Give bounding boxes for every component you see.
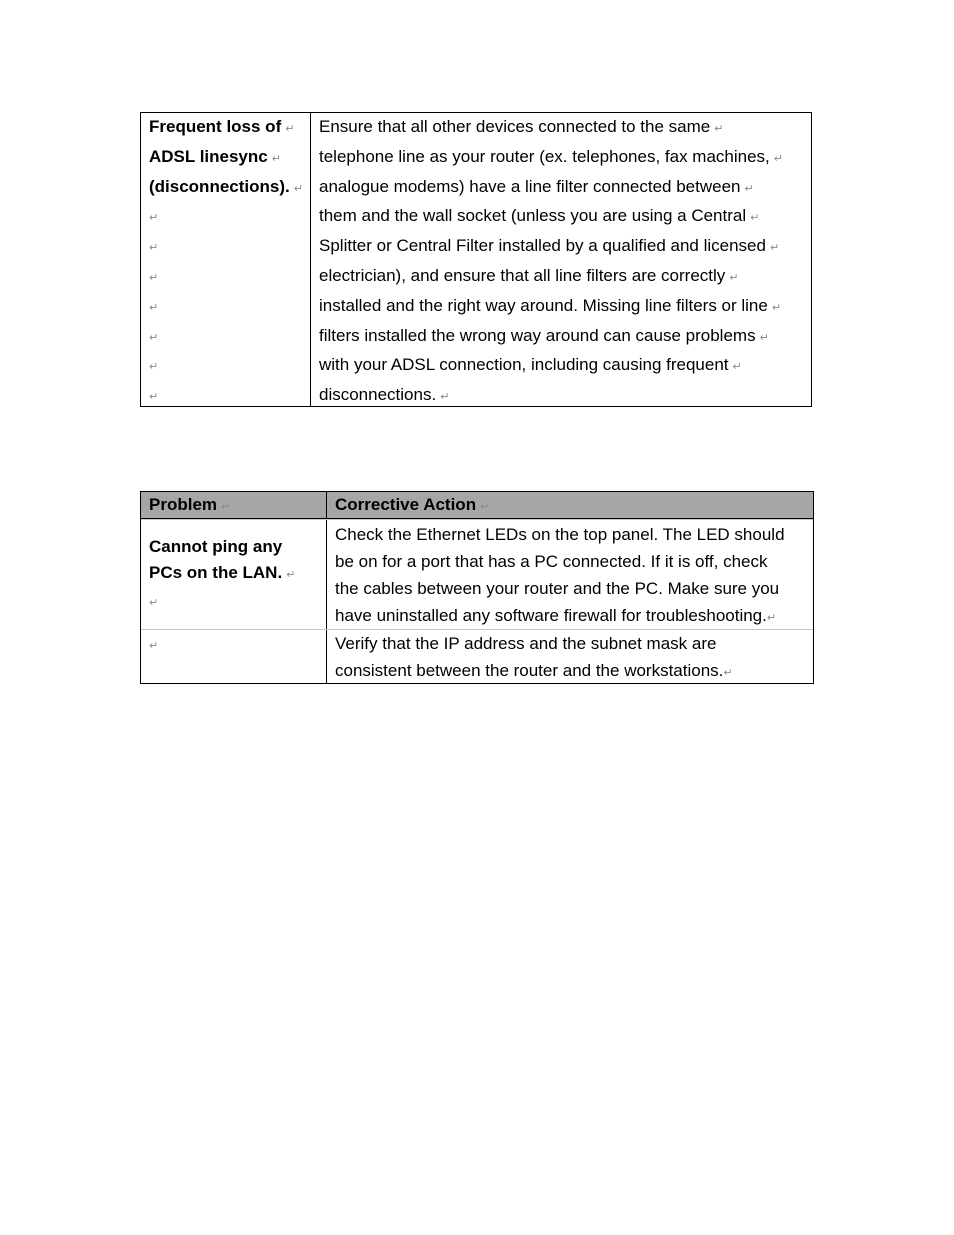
return-mark-icon: ↵ xyxy=(766,612,777,624)
action-line: filters installed the wrong way around can cause problems ↵ xyxy=(319,325,769,345)
return-mark-icon: ↵ xyxy=(771,301,782,314)
table-row xyxy=(141,629,813,683)
action-line: them and the wall socket (unless you are using a Central ↵ xyxy=(319,206,760,226)
action-cell xyxy=(327,630,813,683)
return-mark-icon: ↵ xyxy=(286,569,296,581)
problem-cell xyxy=(141,630,327,683)
action-line: Splitter or Central Filter installed by a qualified and licensed ↵ xyxy=(319,236,780,256)
action-cell xyxy=(327,520,813,629)
header-corrective-action: Corrective Action ↵ xyxy=(335,495,490,514)
action-line: consistent between the router and the workstations.↵ xyxy=(335,661,733,680)
action-line: disconnections. ↵ xyxy=(319,385,450,405)
return-mark-icon: ↵ xyxy=(744,182,754,195)
problem-column xyxy=(141,113,311,406)
return-mark-icon: ↵ xyxy=(149,301,159,314)
problem-cell xyxy=(141,520,327,629)
return-mark-icon: ↵ xyxy=(293,182,303,195)
action-line: the cables between your router and the PC. Make sure you xyxy=(335,579,780,598)
return-mark-icon: ↵ xyxy=(149,597,159,609)
return-mark-icon: ↵ xyxy=(149,331,159,344)
problem-line xyxy=(149,630,326,660)
return-mark-icon: ↵ xyxy=(149,640,159,652)
return-mark-icon: ↵ xyxy=(750,212,760,225)
return-mark-icon: ↵ xyxy=(221,501,231,513)
problem-line xyxy=(149,382,310,412)
action-line: analogue modems) have a line filter connected between ↵ xyxy=(319,176,754,196)
action-column xyxy=(311,113,811,406)
problem-line: Cannot ping any xyxy=(149,537,283,556)
action-line: Check the Ethernet LEDs on the top panel. The LED should xyxy=(335,525,785,544)
problem-line xyxy=(149,352,310,382)
action-line: have uninstalled any software firewall for troubleshooting.↵ xyxy=(335,606,777,625)
problem-line xyxy=(149,233,310,263)
action-line: installed and the right way around. Missing line filters or line ↵ xyxy=(319,295,782,315)
return-mark-icon: ↵ xyxy=(729,271,739,284)
return-mark-icon: ↵ xyxy=(769,242,780,255)
action-line: with your ADSL connection, including causing frequent ↵ xyxy=(319,355,742,375)
return-mark-icon: ↵ xyxy=(759,331,769,344)
return-mark-icon: ↵ xyxy=(149,391,159,404)
table-header-row xyxy=(141,492,813,519)
problem-line: Frequent loss of ↵ xyxy=(149,117,295,136)
action-line: Verify that the IP address and the subnet mask are xyxy=(335,634,717,653)
problem-line xyxy=(149,588,326,616)
problem-line xyxy=(149,323,310,353)
problem-line: PCs on the LAN. ↵ xyxy=(149,563,296,582)
return-mark-icon: ↵ xyxy=(149,271,159,284)
action-line: Ensure that all other devices connected to the same ↵ xyxy=(319,117,724,136)
header-problem: Problem ↵ xyxy=(141,492,327,518)
table-row xyxy=(141,519,813,629)
return-mark-icon: ↵ xyxy=(149,242,159,255)
return-mark-icon: ↵ xyxy=(723,667,733,679)
return-mark-icon: ↵ xyxy=(714,123,724,135)
problem-line xyxy=(149,203,310,233)
action-line: telephone line as your router (ex. telephones, fax machines, ↵ xyxy=(319,146,783,166)
problem-line xyxy=(149,293,310,323)
return-mark-icon: ↵ xyxy=(149,361,159,374)
return-mark-icon: ↵ xyxy=(480,501,490,513)
troubleshooting-table-adsl xyxy=(140,112,812,407)
action-line: be on for a port that has a PC connected. If it is off, check xyxy=(335,552,768,571)
troubleshooting-table-lan xyxy=(140,491,814,684)
action-line: electrician), and ensure that all line filters are correctly ↵ xyxy=(319,265,739,285)
return-mark-icon: ↵ xyxy=(773,152,783,165)
problem-line: (disconnections). ↵ xyxy=(149,176,303,196)
return-mark-icon: ↵ xyxy=(149,212,159,225)
return-mark-icon: ↵ xyxy=(271,152,281,165)
return-mark-icon: ↵ xyxy=(732,361,742,374)
problem-line: ADSL linesync ↵ xyxy=(149,146,281,166)
problem-line xyxy=(149,263,310,293)
return-mark-icon: ↵ xyxy=(440,391,450,404)
return-mark-icon: ↵ xyxy=(285,123,295,135)
